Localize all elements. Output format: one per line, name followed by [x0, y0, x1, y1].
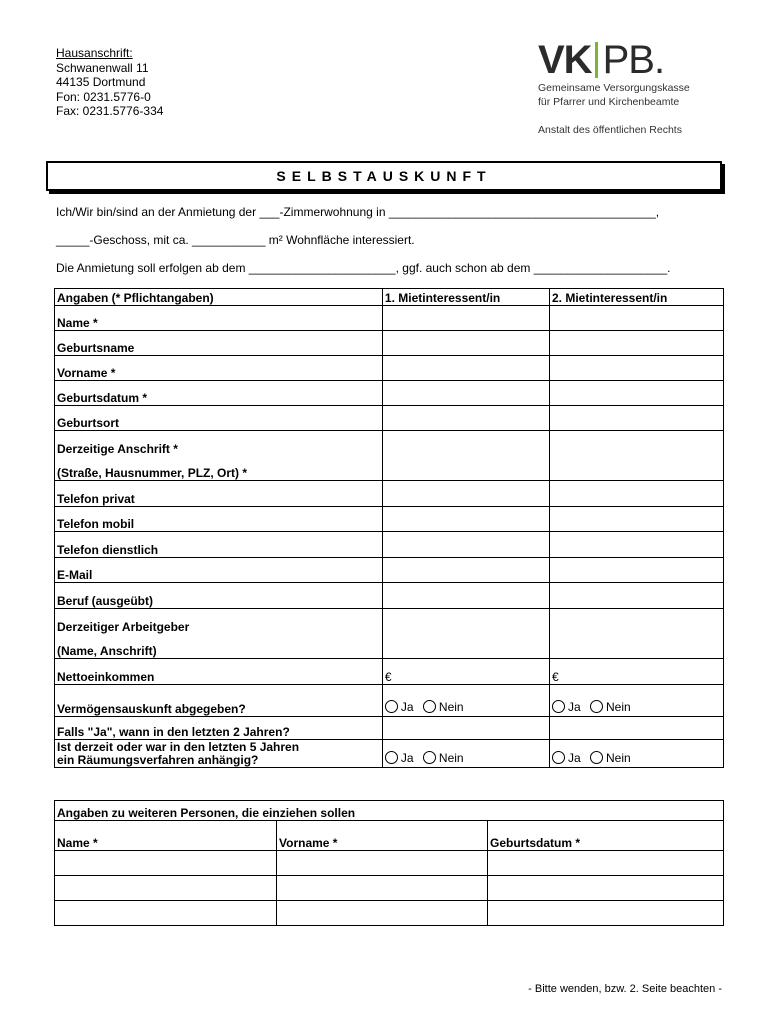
- row-label-phone-work: Telefon dienstlich: [55, 532, 383, 558]
- field-cell[interactable]: [382, 331, 549, 356]
- address-phone: Fon: 0231.5776-0: [56, 89, 151, 104]
- eviction-radio-2: [549, 740, 723, 768]
- row-label-eviction: [55, 740, 383, 768]
- field-cell[interactable]: [549, 583, 723, 609]
- field-cell[interactable]: [488, 851, 724, 876]
- assets-radio-2: [549, 685, 723, 717]
- field-cell[interactable]: [382, 507, 549, 532]
- logo-mark: [538, 40, 728, 80]
- field-cell[interactable]: [382, 406, 549, 431]
- row-label-address-detail: (Straße, Hausnummer, PLZ, Ort) *: [55, 456, 383, 481]
- radio-yes-label: Ja: [567, 750, 581, 765]
- row-label-job: Beruf (ausgeübt): [55, 583, 383, 609]
- col-header-birthdate: Geburtsdatum *: [488, 821, 724, 851]
- row-label-eviction-line2: ein Räumungsverfahren anhängig?: [57, 753, 259, 767]
- footer-note: - Bitte wenden, bzw. 2. Seite beachten -: [528, 983, 722, 995]
- address-city: 44135 Dortmund: [56, 75, 146, 89]
- radio-no-label: Nein: [606, 750, 631, 765]
- table-row: [55, 851, 724, 876]
- table-row: [55, 583, 724, 609]
- field-cell[interactable]: [382, 717, 549, 740]
- radio-yes[interactable]: [385, 751, 414, 765]
- field-cell[interactable]: [549, 717, 723, 740]
- radio-yes[interactable]: [552, 700, 581, 714]
- row-label-employer-detail: (Name, Anschrift): [55, 634, 383, 659]
- title-box: [46, 161, 722, 191]
- table-row: [55, 532, 724, 558]
- table-row: [55, 507, 724, 532]
- intro-line-3: Die Anmietung soll erfolgen ab dem ______________________, ggf. auch schon ab dem ____________________.: [56, 261, 671, 275]
- field-cell[interactable]: [382, 381, 549, 406]
- table-row: [55, 558, 724, 583]
- row-label-eviction-line1: Ist derzeit oder war in den letzten 5 Jahren: [57, 740, 300, 754]
- row-label-employer: Derzeitiger Arbeitgeber: [55, 609, 383, 634]
- table-row: [55, 685, 724, 717]
- table-row: [55, 406, 724, 431]
- table-row: [55, 431, 724, 456]
- address-block: [56, 46, 163, 119]
- radio-no-label: Nein: [438, 699, 464, 714]
- row-label-income: Nettoeinkommen: [55, 659, 383, 685]
- persons-table-title: Angaben zu weiteren Personen, die einziehen sollen: [55, 801, 724, 821]
- radio-circle-icon: [385, 751, 398, 764]
- field-cell[interactable]: [549, 507, 723, 532]
- radio-yes-label: Ja: [567, 699, 581, 714]
- row-label-name: Name *: [55, 306, 383, 331]
- radio-circle-icon: [423, 751, 436, 764]
- radio-circle-icon: [590, 700, 603, 713]
- field-cell[interactable]: [382, 431, 549, 481]
- row-label-email: E-Mail: [55, 558, 383, 583]
- col-header-firstname: Vorname *: [277, 821, 488, 851]
- table-row: [55, 609, 724, 634]
- field-cell[interactable]: [488, 876, 724, 901]
- field-cell[interactable]: [277, 851, 488, 876]
- radio-yes-label: Ja: [400, 750, 414, 765]
- table-header-row: [55, 289, 724, 306]
- col-header-applicant-1: 1. Mietinteressent/in: [382, 289, 549, 306]
- field-cell[interactable]: [382, 356, 549, 381]
- radio-no[interactable]: [590, 751, 631, 765]
- table-row: [55, 901, 724, 926]
- field-cell[interactable]: [382, 558, 549, 583]
- table-row: [55, 659, 724, 685]
- intro-line-1: Ich/Wir bin/sind an der Anmietung der ___-Zimmerwohnung in ________________________________________,: [56, 205, 660, 219]
- row-label-birthplace: Geburtsort: [55, 406, 383, 431]
- field-cell[interactable]: [549, 331, 723, 356]
- table-row: [55, 481, 724, 507]
- table-row: [55, 306, 724, 331]
- radio-yes-label: Ja: [400, 699, 414, 714]
- col-header-name: Name *: [55, 821, 277, 851]
- field-cell[interactable]: [549, 609, 723, 659]
- col-header-fields: Angaben (* Pflichtangaben): [55, 289, 383, 306]
- logo-note: Anstalt des öffentlichen Rechts: [538, 124, 682, 136]
- field-cell[interactable]: [549, 306, 723, 331]
- eviction-radio-1: [382, 740, 549, 768]
- address-fax: Fax: 0231.5776-334: [56, 104, 164, 118]
- radio-circle-icon: [590, 751, 603, 764]
- intro-line-2: _____-Geschoss, mit ca. ___________ m² Wohnfläche interessiert.: [56, 233, 415, 247]
- field-cell[interactable]: [277, 901, 488, 926]
- field-cell[interactable]: [382, 609, 549, 659]
- radio-no[interactable]: [423, 751, 464, 765]
- logo-right: PB.: [602, 38, 665, 82]
- row-label-phone-mobile: Telefon mobil: [55, 507, 383, 532]
- logo-left: VK: [538, 38, 592, 82]
- persons-title-row: [55, 801, 724, 821]
- radio-circle-icon: [552, 700, 565, 713]
- address-street: Schwanenwall 11: [56, 60, 149, 75]
- row-label-birthname: Geburtsname: [55, 331, 383, 356]
- radio-circle-icon: [423, 700, 436, 713]
- income-field-1[interactable]: €: [382, 659, 549, 685]
- col-header-applicant-2: 2. Mietinteressent/in: [549, 289, 723, 306]
- radio-circle-icon: [385, 700, 398, 713]
- logo-line2: für Pfarrer und Kirchenbeamte: [538, 96, 680, 108]
- row-label-phone-private: Telefon privat: [55, 481, 383, 507]
- radio-no[interactable]: [423, 700, 464, 714]
- logo-bar: [595, 42, 598, 78]
- table-row: [55, 740, 724, 768]
- table-row: [55, 876, 724, 901]
- field-cell[interactable]: [549, 431, 723, 481]
- persons-header-row: [55, 821, 724, 851]
- radio-no[interactable]: [590, 700, 631, 714]
- row-label-when: Falls "Ja", wann in den letzten 2 Jahren?: [55, 717, 383, 740]
- field-cell[interactable]: [549, 558, 723, 583]
- radio-yes[interactable]: [552, 751, 581, 765]
- row-label-firstname: Vorname *: [55, 356, 383, 381]
- field-cell[interactable]: [382, 583, 549, 609]
- address-header: Hausanschrift:: [56, 46, 133, 60]
- row-label-address: Derzeitige Anschrift *: [55, 431, 383, 456]
- radio-no-label: Nein: [606, 699, 631, 714]
- field-cell[interactable]: [382, 481, 549, 507]
- field-cell[interactable]: [488, 901, 724, 926]
- field-cell[interactable]: [382, 306, 549, 331]
- field-cell[interactable]: [55, 901, 277, 926]
- table-row: [55, 381, 724, 406]
- table-row: [55, 331, 724, 356]
- logo: [538, 40, 728, 136]
- field-cell[interactable]: [55, 876, 277, 901]
- field-cell[interactable]: [277, 876, 488, 901]
- logo-line1: Gemeinsame Versorgungskasse: [538, 82, 690, 94]
- field-cell[interactable]: [549, 406, 723, 431]
- field-cell[interactable]: [549, 381, 723, 406]
- persons-table: [54, 800, 724, 926]
- row-label-birthdate: Geburtsdatum *: [55, 381, 383, 406]
- radio-yes[interactable]: [385, 700, 414, 714]
- field-cell[interactable]: [549, 356, 723, 381]
- applicant-table: [54, 288, 724, 768]
- table-row: [55, 356, 724, 381]
- radio-no-label: Nein: [438, 750, 464, 765]
- field-cell[interactable]: [55, 851, 277, 876]
- radio-circle-icon: [552, 751, 565, 764]
- field-cell[interactable]: [382, 532, 549, 558]
- page-title: SELBSTAUSKUNFT: [276, 168, 492, 184]
- table-row: [55, 717, 724, 740]
- income-field-2[interactable]: €: [549, 659, 723, 685]
- assets-radio-1: [382, 685, 549, 717]
- row-label-assets: Vermögensauskunft abgegeben?: [55, 685, 383, 717]
- field-cell[interactable]: [549, 481, 723, 507]
- field-cell[interactable]: [549, 532, 723, 558]
